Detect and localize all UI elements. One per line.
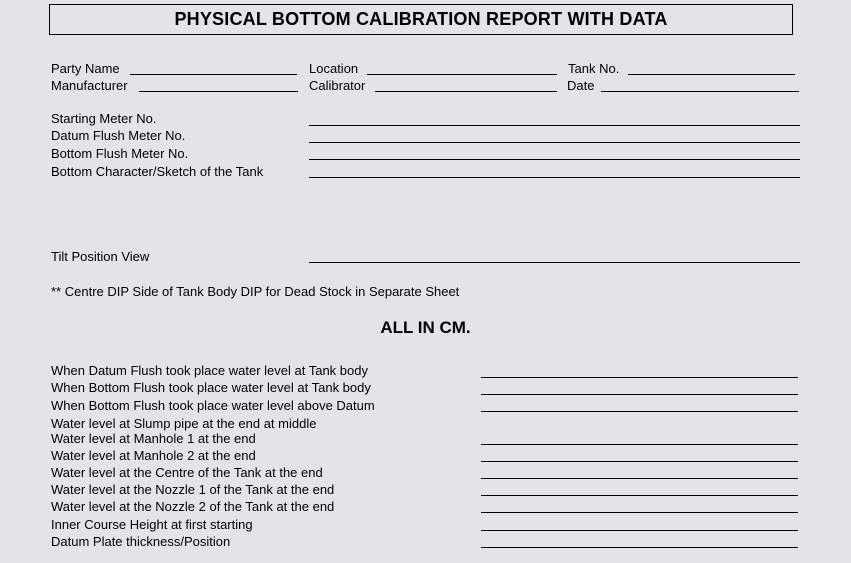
note-text: ** Centre DIP Side of Tank Body DIP for Dead Stock in Separate Sheet	[51, 284, 460, 299]
report-title: PHYSICAL BOTTOM CALIBRATION REPORT WITH DATA	[49, 4, 793, 35]
measurement-label: Water level at the Nozzle 2 of the Tank at the end	[51, 499, 335, 514]
measurement-field[interactable]	[481, 394, 798, 395]
calibrator-field[interactable]	[375, 91, 557, 92]
measurement-field[interactable]	[481, 478, 798, 479]
measurement-label: When Bottom Flush took place water level above Datum	[51, 398, 375, 413]
starting-meter-field[interactable]	[309, 125, 800, 126]
tilt-position-label: Tilt Position View	[51, 249, 150, 264]
measurement-field[interactable]	[481, 495, 798, 496]
location-label: Location	[309, 61, 359, 76]
datum-flush-meter-field[interactable]	[309, 142, 800, 143]
measurement-field[interactable]	[481, 377, 798, 378]
calibrator-label: Calibrator	[309, 78, 366, 93]
measurement-label: Inner Course Height at first starting	[51, 517, 253, 532]
measurement-label: When Datum Flush took place water level at Tank body	[51, 363, 368, 378]
measurement-field[interactable]	[481, 461, 798, 462]
measurement-label: Datum Plate thickness/Position	[51, 534, 231, 549]
measurement-label: Water level at Manhole 2 at the end	[51, 448, 256, 463]
measurement-field[interactable]	[481, 530, 798, 531]
measurement-label: Water level at Slump pipe at the end at middle	[51, 416, 317, 431]
tilt-position-field[interactable]	[309, 262, 800, 263]
bottom-character-label: Bottom Character/Sketch of the Tank	[51, 164, 264, 179]
party-name-field[interactable]	[130, 74, 297, 75]
measurement-label: When Bottom Flush took place water level at Tank body	[51, 380, 371, 395]
date-label: Date	[567, 78, 595, 93]
party-name-label: Party Name	[51, 61, 120, 76]
measurement-field[interactable]	[481, 444, 798, 445]
datum-flush-meter-label: Datum Flush Meter No.	[51, 128, 186, 143]
measurement-field[interactable]	[481, 512, 798, 513]
measurement-field[interactable]	[481, 547, 798, 548]
date-field[interactable]	[601, 91, 799, 92]
bottom-character-field[interactable]	[309, 177, 800, 178]
measurement-label: Water level at the Centre of the Tank at the end	[51, 465, 323, 480]
units-heading: ALL IN CM.	[380, 318, 471, 337]
manufacturer-label: Manufacturer	[51, 78, 128, 93]
starting-meter-label: Starting Meter No.	[51, 111, 157, 126]
bottom-flush-meter-field[interactable]	[309, 159, 800, 160]
measurement-label: Water level at the Nozzle 1 of the Tank at the end	[51, 482, 335, 497]
manufacturer-field[interactable]	[139, 91, 298, 92]
measurement-label: Water level at Manhole 1 at the end	[51, 431, 256, 446]
bottom-flush-meter-label: Bottom Flush Meter No.	[51, 146, 189, 161]
measurement-field[interactable]	[481, 411, 798, 412]
tank-no-label: Tank No.	[568, 61, 620, 76]
location-field[interactable]	[367, 74, 557, 75]
tank-no-field[interactable]	[628, 74, 795, 75]
